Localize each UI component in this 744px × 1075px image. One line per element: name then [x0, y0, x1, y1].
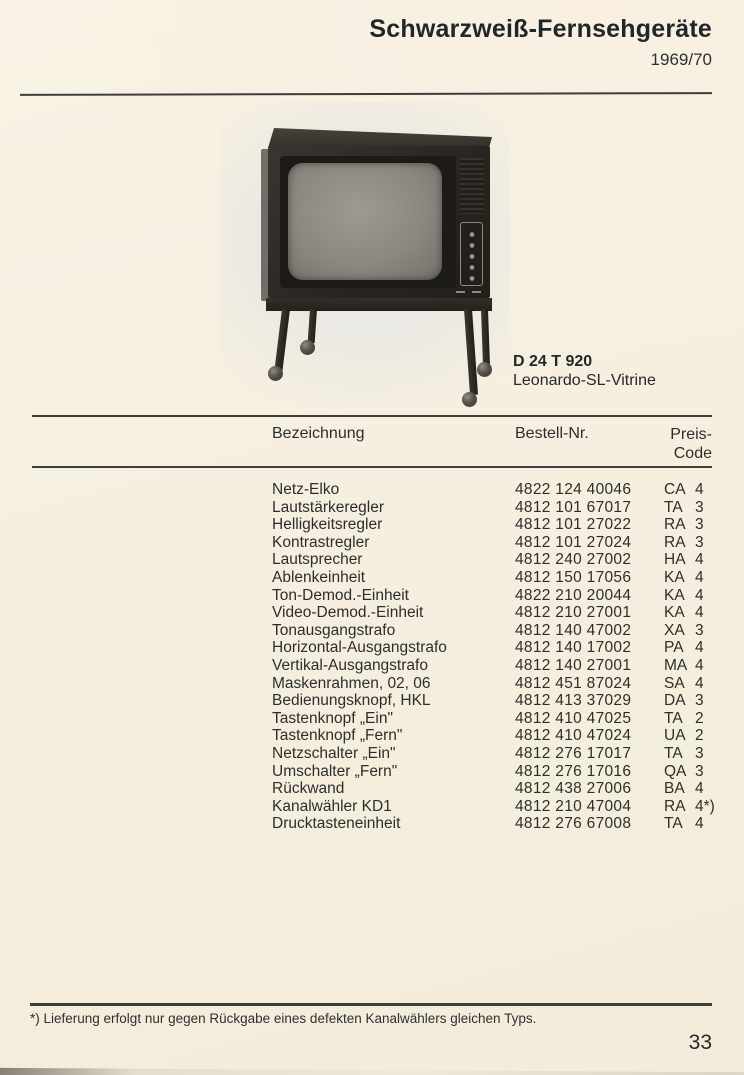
part-order-no: 4812 451 87024 [515, 674, 632, 692]
part-name: Helligkeitsregler [272, 516, 383, 534]
part-code-value: 3 [695, 762, 704, 780]
part-order-no: 4812 410 47024 [515, 727, 632, 745]
part-code-value: 3 [695, 692, 704, 710]
part-name: Netzschalter „Ein" [272, 744, 396, 762]
part-code-letters: DA [664, 692, 686, 710]
tv-cabinet-top [268, 128, 492, 148]
part-order-no: 4812 101 27022 [515, 516, 632, 534]
table-row [0, 534, 744, 552]
tv-label-mark [456, 291, 465, 293]
part-order-no: 4812 140 27001 [515, 656, 632, 674]
part-code-letters: QA [664, 762, 687, 780]
part-order-no: 4812 101 27024 [515, 533, 632, 551]
table-row [0, 763, 744, 781]
part-code-letters: TA [664, 744, 683, 762]
part-code-value: 4 [695, 586, 704, 604]
code-line: Code [673, 445, 712, 462]
part-code-letters: PA [664, 639, 684, 657]
table-row [0, 569, 744, 587]
preis-line: Preis- [670, 426, 712, 443]
part-code-letters: TA [664, 815, 683, 833]
part-order-no: 4812 413 37029 [515, 692, 632, 710]
product-model: D 24 T 920 [513, 353, 593, 370]
header-divider [20, 92, 712, 96]
part-order-no: 4812 210 27001 [515, 604, 632, 622]
table-row [0, 692, 744, 710]
part-code-value: 3 [695, 498, 704, 516]
part-code-letters: XA [664, 621, 685, 639]
part-name: Ablenkeinheit [272, 568, 366, 586]
part-code-letters: KA [664, 604, 685, 622]
part-code-value: 4 [695, 568, 704, 586]
part-code-letters: UA [664, 727, 686, 745]
tv-speaker-grille [460, 158, 484, 214]
part-code-letters: TA [664, 498, 683, 516]
table-row [0, 481, 744, 499]
parts-table-body [0, 481, 744, 833]
part-code-value: 4 [695, 551, 704, 569]
part-order-no: 4812 150 17056 [515, 568, 632, 586]
part-code-value: 3 [695, 621, 704, 639]
part-code-letters: RA [664, 797, 686, 815]
part-code-value: 2 [695, 727, 704, 745]
tv-stand-leg [274, 309, 289, 372]
part-code-value: 2 [695, 709, 704, 727]
caster-wheel [300, 340, 315, 355]
part-code-letters: MA [664, 656, 688, 674]
tv-stand-leg [464, 309, 478, 395]
table-row [0, 675, 744, 693]
part-code-value: 4 [695, 639, 704, 657]
part-code-letters: TA [664, 709, 683, 727]
table-top-divider [32, 415, 712, 417]
page-header [369, 15, 712, 70]
product-photo [220, 102, 510, 404]
part-name: Maskenrahmen, 02, 06 [272, 674, 431, 692]
table-row [0, 604, 744, 622]
part-code-letters: KA [664, 586, 685, 604]
caster-wheel [268, 366, 283, 381]
part-name: Drucktasteneinheit [272, 815, 401, 833]
part-order-no: 4812 410 47025 [515, 709, 632, 727]
table-row [0, 727, 744, 745]
table-row [0, 551, 744, 569]
part-code-letters: CA [664, 481, 686, 498]
part-name: Tonausgangstrafo [272, 621, 396, 639]
part-name: Vertikal-Ausgangstrafo [272, 656, 428, 674]
season-label: 1969/70 [650, 50, 712, 69]
table-row [0, 622, 744, 640]
part-code-letters: KA [664, 568, 685, 586]
column-header-bestell-nr: Bestell-Nr. [515, 425, 589, 442]
product-name: Leonardo-SL-Vitrine [513, 372, 656, 389]
part-order-no: 4812 240 27002 [515, 551, 632, 569]
footnote-divider [30, 1003, 712, 1006]
tv-control-panel [460, 222, 483, 286]
part-code-letters: RA [664, 516, 686, 534]
part-code-value: 4*) [695, 797, 715, 815]
part-code-value: 4 [695, 780, 704, 798]
part-code-value: 4 [695, 604, 704, 622]
table-header-divider [32, 466, 712, 468]
table-row [0, 745, 744, 763]
part-code-letters: RA [664, 533, 686, 551]
part-name: Umschalter „Fern" [272, 762, 398, 780]
part-order-no: 4822 124 40046 [515, 481, 632, 498]
part-name: Tastenknopf „Ein" [272, 709, 393, 727]
tv-label-mark [472, 291, 481, 293]
part-order-no: 4812 140 47002 [515, 621, 632, 639]
tv-stand-leg [308, 309, 317, 343]
part-name: Tastenknopf „Fern" [272, 727, 403, 745]
part-name: Lautsprecher [272, 551, 363, 569]
table-row [0, 639, 744, 657]
part-order-no: 4812 438 27006 [515, 780, 632, 798]
part-order-no: 4812 276 67008 [515, 815, 632, 833]
part-code-value: 4 [695, 674, 704, 692]
table-row [0, 780, 744, 798]
tv-stand-leg [481, 309, 490, 365]
photo-caption [513, 352, 656, 390]
part-order-no: 4812 101 67017 [515, 498, 632, 516]
part-name: Horizontal-Ausgangstrafo [272, 639, 447, 657]
page-title: Schwarzweiß-Fernsehgeräte [369, 15, 712, 43]
part-name: Kontrastregler [272, 533, 370, 551]
table-row [0, 657, 744, 675]
part-name: Video-Demod.-Einheit [272, 604, 424, 622]
part-name: Kanalwähler KD1 [272, 797, 392, 815]
page-edge-shadow [0, 1064, 744, 1075]
part-code-value: 4 [695, 656, 704, 674]
part-code-letters: HA [664, 551, 686, 569]
part-name: Netz-Elko [272, 481, 340, 498]
part-code-letters: BA [664, 780, 685, 798]
page-number: 33 [688, 1031, 712, 1054]
part-code-value: 3 [695, 516, 704, 534]
footnote: *) Lieferung erfolgt nur gegen Rückgabe eines defekten Kanalwählers gleichen Typs. [30, 1011, 537, 1026]
part-order-no: 4812 276 17016 [515, 762, 632, 780]
part-order-no: 4822 210 20044 [515, 586, 632, 604]
table-row [0, 710, 744, 728]
part-order-no: 4812 140 17002 [515, 639, 632, 657]
part-code-value: 3 [695, 533, 704, 551]
tv-screen [288, 163, 442, 280]
part-name: Rückwand [272, 780, 345, 798]
table-row [0, 499, 744, 517]
part-name: Lautstärkeregler [272, 498, 385, 516]
part-code-value: 4 [695, 481, 704, 498]
table-row [0, 587, 744, 605]
part-order-no: 4812 210 47004 [515, 797, 632, 815]
table-row [0, 798, 744, 816]
part-name: Ton-Demod.-Einheit [272, 586, 409, 604]
table-row [0, 815, 744, 833]
caster-wheel [477, 362, 492, 377]
part-code-value: 3 [695, 744, 704, 762]
part-order-no: 4812 276 17017 [515, 744, 632, 762]
column-header-bezeichnung: Bezeichnung [272, 425, 365, 442]
part-name: Bedienungsknopf, HKL [272, 692, 431, 710]
caster-wheel [462, 392, 477, 407]
part-code-value: 4 [695, 815, 704, 833]
part-code-letters: SA [664, 674, 685, 692]
tv-stand-rail [266, 298, 492, 311]
table-row [0, 516, 744, 534]
column-header-preis-code [670, 425, 712, 463]
